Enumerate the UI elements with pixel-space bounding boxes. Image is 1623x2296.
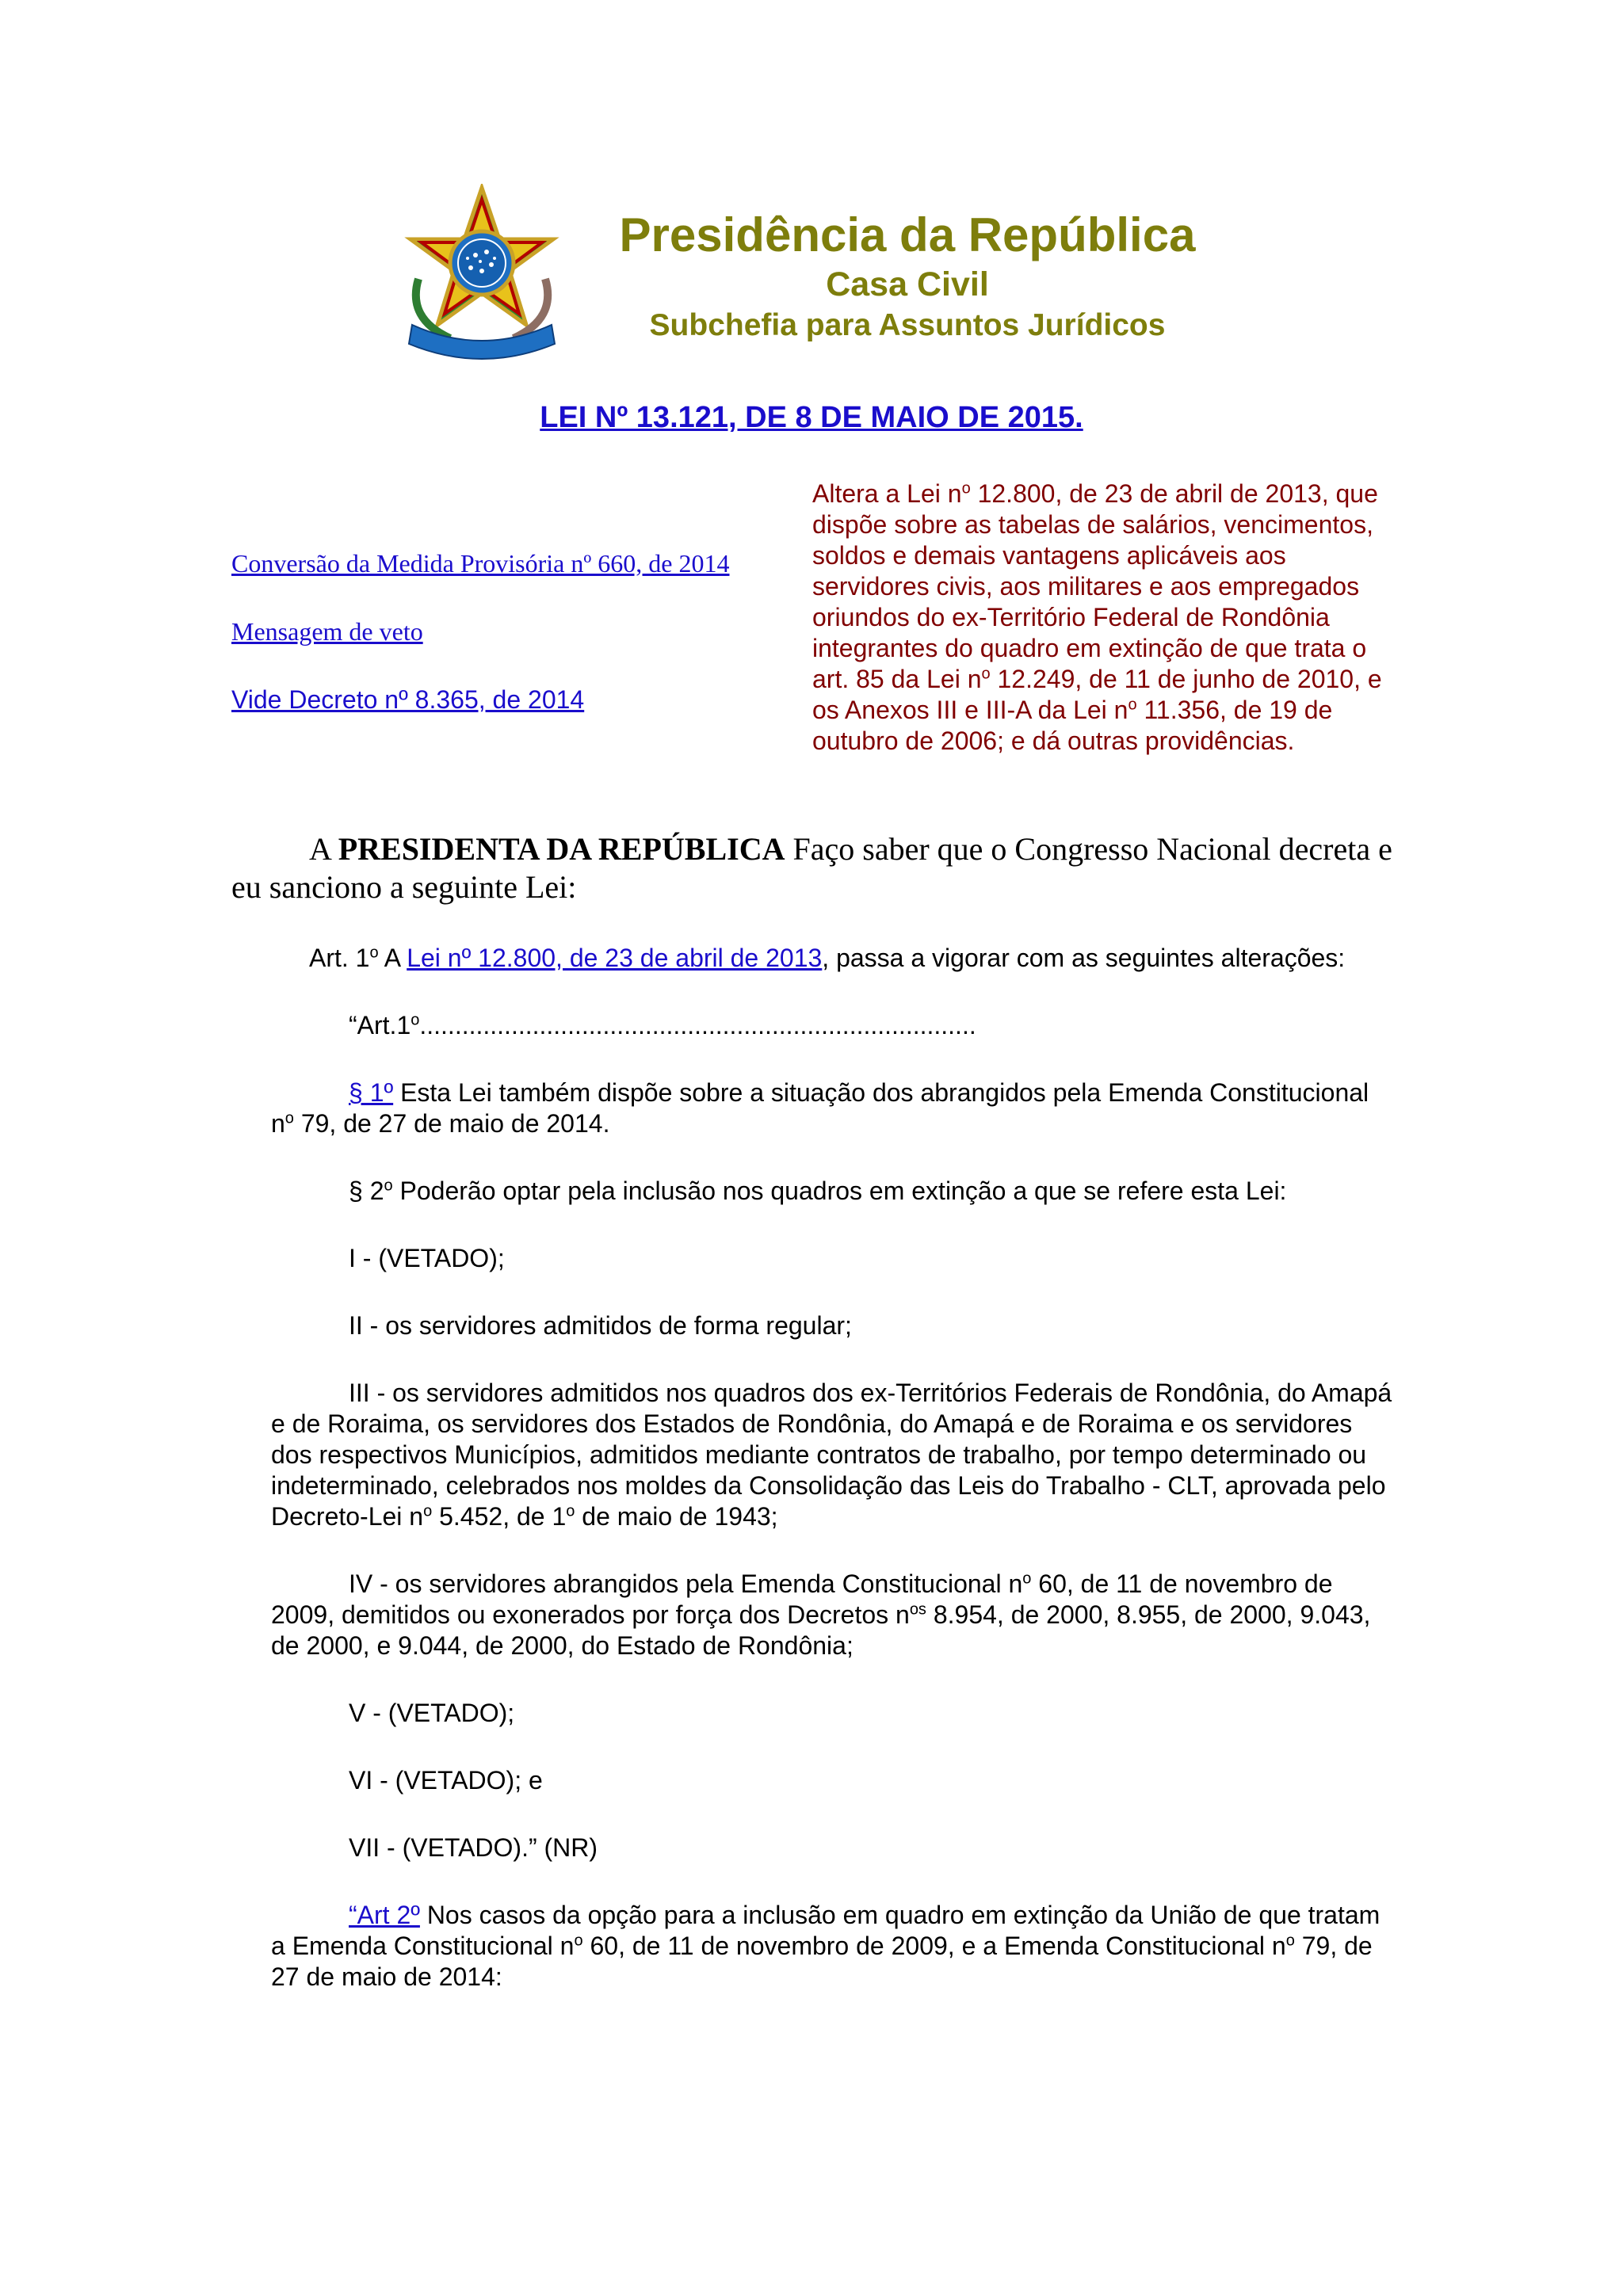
inciso-3	[271, 1378, 1396, 1532]
related-links	[231, 547, 786, 751]
preamble-rest: Faço saber que o Congresso Nacional decreta e eu sanciono a seguinte Lei:	[231, 831, 1392, 905]
law-body	[231, 943, 1396, 2029]
coat-of-arms-logo	[403, 184, 561, 363]
art1-mid: A	[378, 944, 407, 972]
header-title: Presidência da República	[619, 208, 1196, 261]
inciso4-text: IV - os servidores abrangidos pela Emenda Constitucional n	[349, 1569, 1023, 1598]
preamble-bold: PRESIDENTA DA REPÚBLICA	[338, 831, 785, 867]
inciso3-sup: o	[566, 1502, 575, 1520]
ementa-sup: o	[1128, 696, 1137, 714]
quote-art-dots: ...............................................................................	[419, 1011, 976, 1039]
quote-art-sup: o	[411, 1011, 420, 1029]
header-subdivision: Subchefia para Assuntos Jurídicos	[649, 308, 1166, 342]
inciso3-text: de maio de 1943;	[575, 1502, 778, 1531]
ementa-text: 11.356, de 19 de outubro de 2006; e dá outras providências.	[812, 696, 1333, 755]
art2-sup: o	[1285, 1932, 1295, 1950]
law-title-wrapper	[0, 398, 1623, 437]
inciso4-sup: o	[1022, 1569, 1032, 1588]
decree-link[interactable]: Vide Decreto nº 8.365, de 2014	[231, 685, 585, 714]
inciso-7: VII - (VETADO).” (NR)	[349, 1833, 598, 1862]
par1-sup: o	[285, 1109, 294, 1127]
paragraph-1	[271, 1077, 1396, 1139]
art2-text: Nos casos da opção para a inclusão em quadro em extinção da União de que tratam a Emenda Constitucional n	[271, 1901, 1381, 1960]
veto-message-link[interactable]: Mensagem de veto	[231, 617, 423, 646]
art1-prefix: Art. 1	[309, 944, 370, 972]
art1-rest: , passa a vigorar com as seguintes alterações:	[822, 944, 1346, 972]
inciso4-text: 8.954, de 2000, 8.955, de 2000, 9.043, de 2000, e 9.044, de 2000, do Estado de Rondônia;	[271, 1600, 1371, 1660]
page-header	[403, 184, 1274, 366]
inciso4-sup: os	[909, 1600, 926, 1619]
ementa-text: 12.800, de 23 de abril de 2013, que dispõe sobre as tabelas de salários, vencimentos, soldos e demais vantagens aplicáveis aos servidores civis, aos militares e aos empregados oriundos do ex-Território Federal de Rondônia integrantes do quadro em extinção de que trata o art. 85 da Lei n	[812, 479, 1378, 693]
par1-text: 79, de 27 de maio de 2014.	[293, 1109, 610, 1138]
par2-text: § 2	[349, 1177, 384, 1205]
article-1	[231, 943, 1396, 974]
art1-sup: o	[369, 944, 379, 962]
inciso3-text: 5.452, de 1	[432, 1502, 567, 1531]
conversion-link[interactable]: Conversão da Medida Provisória nº 660, de 2014	[231, 549, 730, 578]
art2-text: 79, de 27 de maio de 2014:	[271, 1932, 1373, 1991]
inciso-2: II - os servidores admitidos de forma regular;	[349, 1311, 852, 1340]
par1-text: Esta Lei também dispõe sobre a situação dos abrangidos pela Emenda Constitucional n	[271, 1078, 1369, 1138]
inciso3-text: III - os servidores admitidos nos quadros dos ex-Territórios Federais de Rondônia, do Amapá e de Roraima, os servidores dos Estados de Rondônia, do Amapá e de Roraima e os servidores dos respectivos Municípios, admitidos mediante contratos de trabalho, por tempo determinado ou indeterminado, celebrados nos moldes da Consolidação das Leis do Trabalho - CLT, aprovada pelo Decreto-Lei n	[271, 1379, 1392, 1531]
amended-text	[271, 1010, 1396, 1993]
header-subtitle: Casa Civil	[826, 265, 989, 303]
inciso-5: V - (VETADO);	[349, 1699, 515, 1727]
ementa-text: Altera a Lei n	[812, 479, 962, 508]
paragraph-2	[271, 1176, 1396, 1207]
inciso-6: VI - (VETADO); e	[349, 1766, 543, 1794]
ementa-text: 12.249, de 11 de junho de 2010, e os Anexos III e III-A da Lei n	[812, 665, 1382, 724]
inciso4-text: 60, de 11 de novembro de 2009, demitidos ou exonerados por força dos Decretos n	[271, 1569, 1333, 1629]
quoted-article-1	[271, 1010, 1396, 1041]
preamble	[231, 830, 1396, 906]
quote-art-text: “Art.1	[349, 1011, 411, 1039]
law-12800-link[interactable]: Lei nº 12.800, de 23 de abril de 2013	[407, 944, 823, 972]
article-2	[271, 1900, 1396, 1993]
ementa-sup: o	[981, 665, 991, 683]
inciso3-sup: o	[423, 1502, 433, 1520]
inciso-1: I - (VETADO);	[349, 1244, 505, 1272]
par2-sup: o	[384, 1177, 393, 1195]
preamble-lead: A	[309, 831, 338, 867]
paragraph-1-link[interactable]: § 1º	[349, 1078, 394, 1107]
art2-text: 60, de 11 de novembro de 2009, e a Emenda Constitucional n	[582, 1932, 1286, 1960]
par2-text: Poderão optar pela inclusão nos quadros em extinção a que se refere esta Lei:	[392, 1177, 1287, 1205]
ementa-sup: o	[961, 479, 971, 498]
inciso-4	[271, 1569, 1396, 1661]
art2-sup: o	[574, 1932, 583, 1950]
ementa-summary	[812, 479, 1407, 757]
law-title-link[interactable]: LEI Nº 13.121, DE 8 DE MAIO DE 2015.	[540, 401, 1083, 434]
article-2-link[interactable]: “Art 2º	[349, 1901, 420, 1929]
